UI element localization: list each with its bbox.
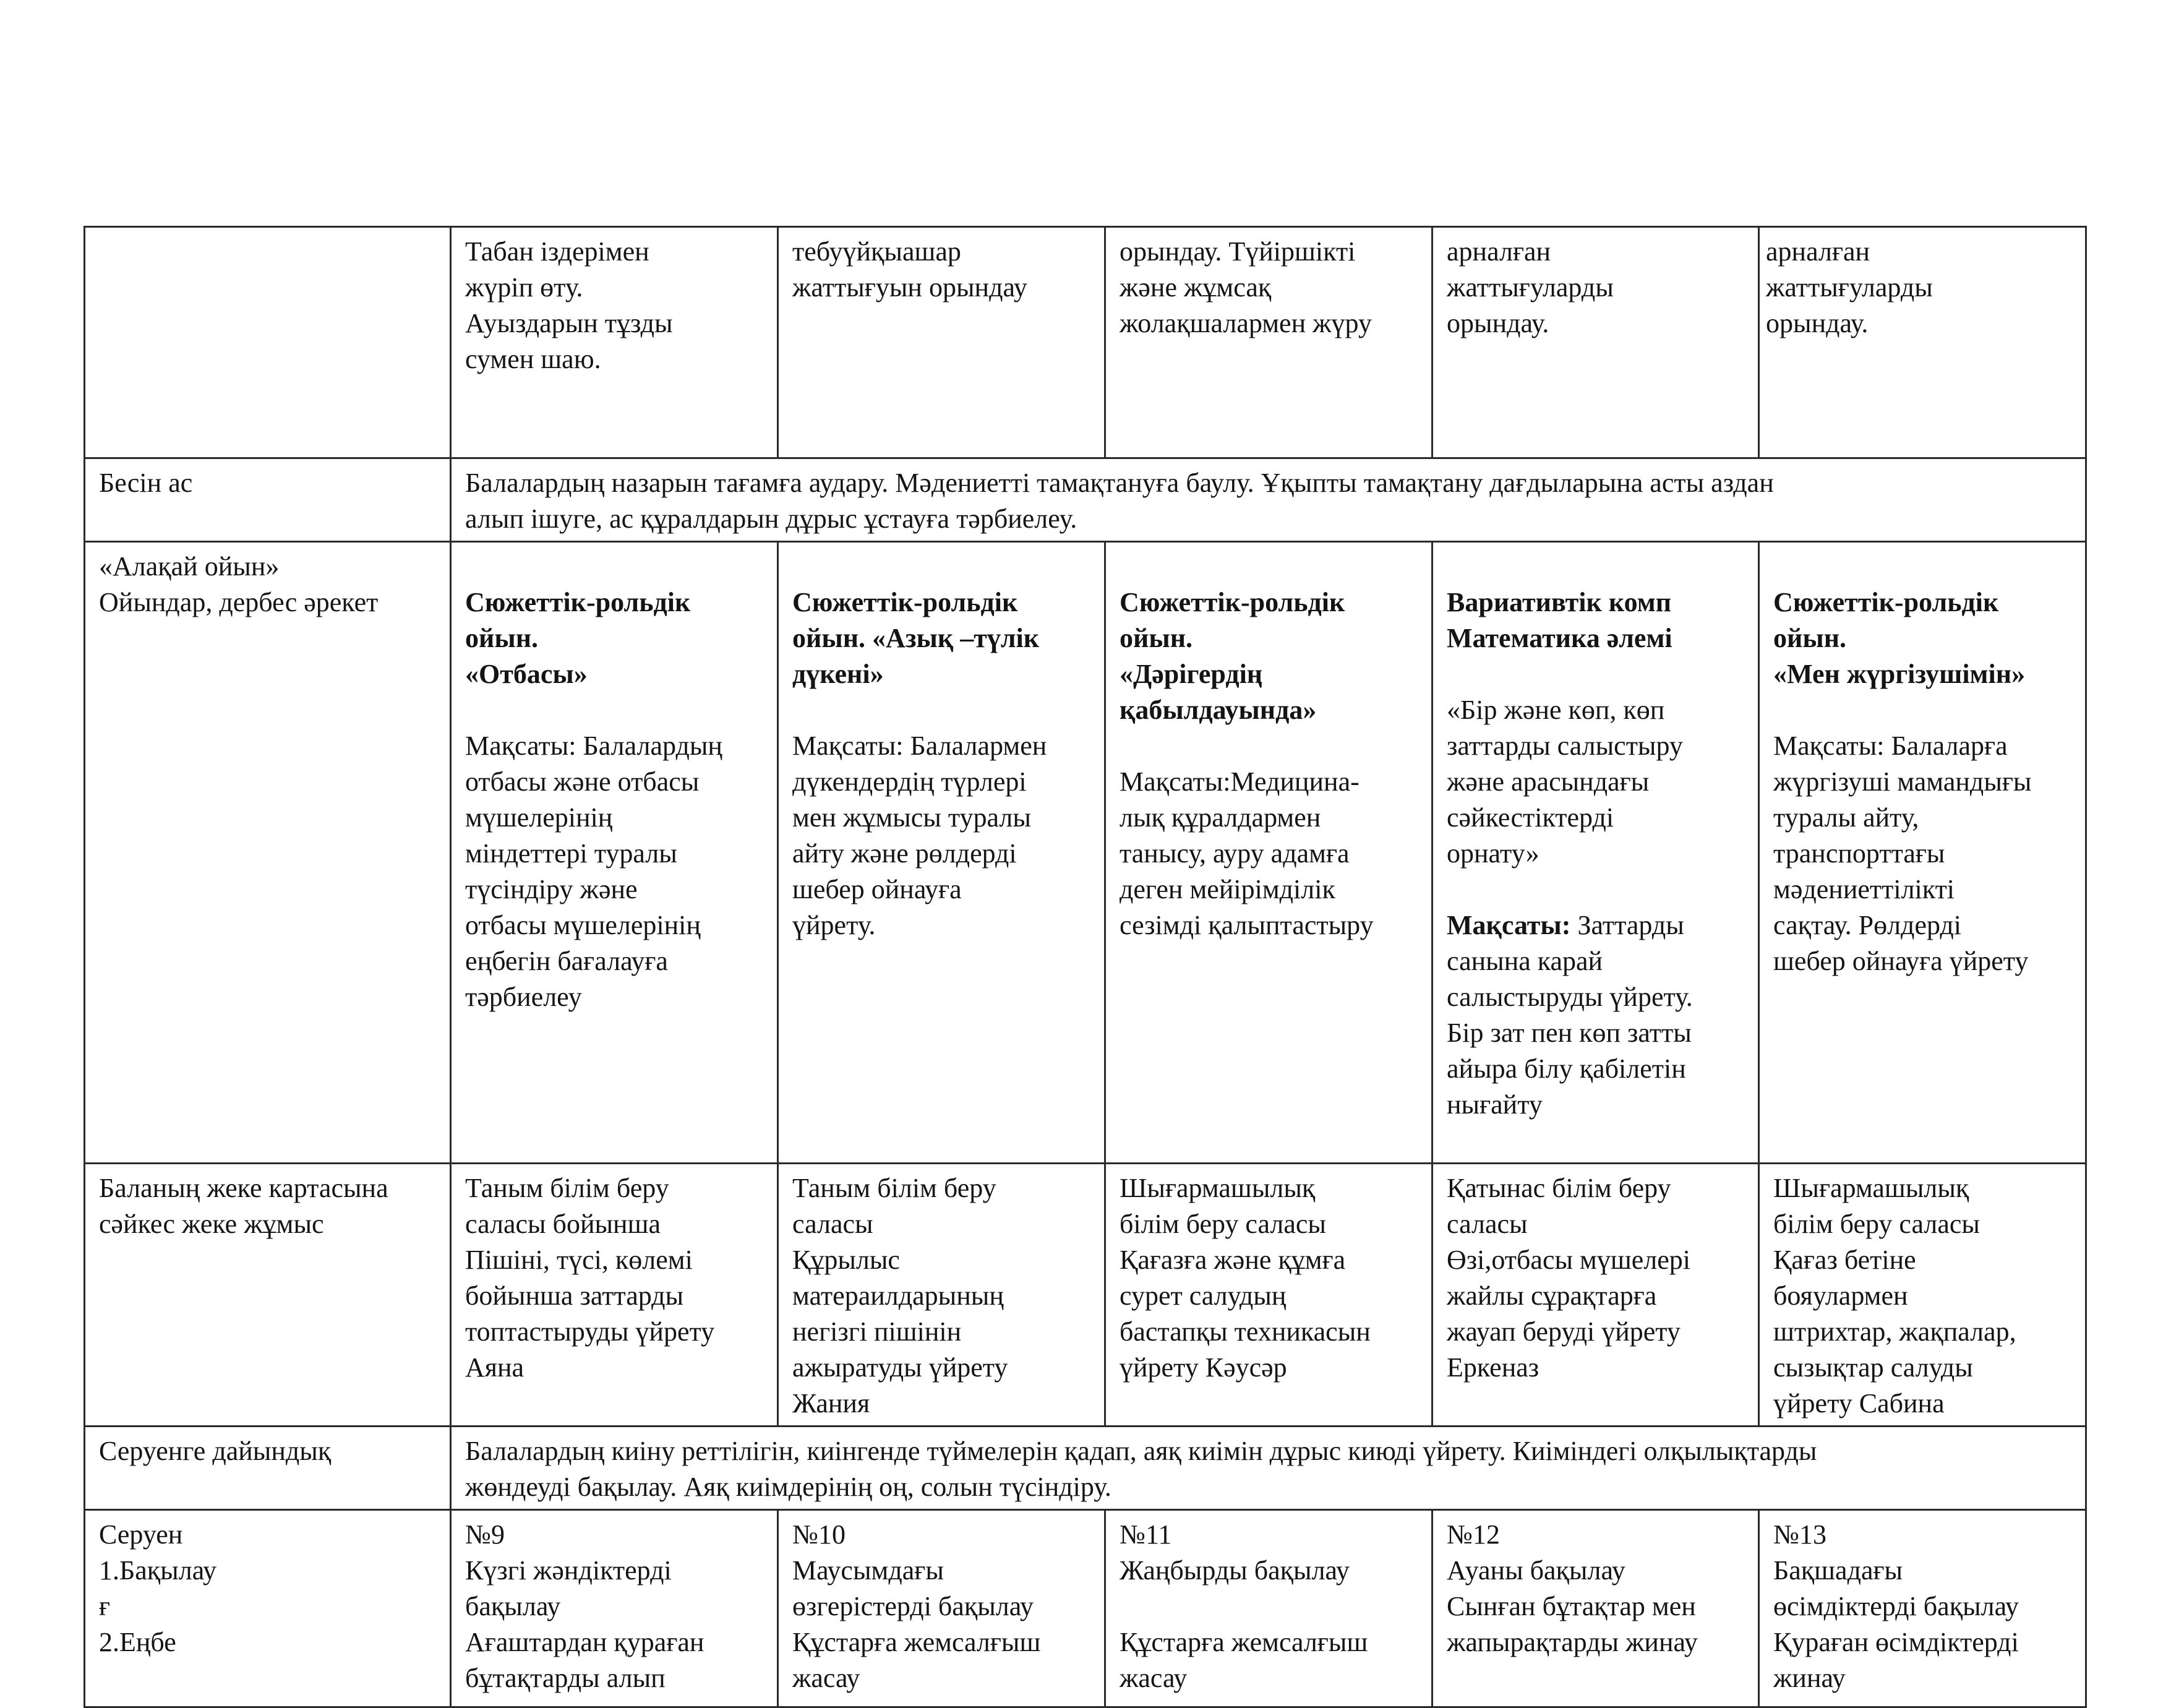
table-row [85,458,2086,542]
table-cell: Таным білім беру саласы Құрылыс матераилдарының негізгі пішінін ажыратуды үйрету Жания [778,1164,1105,1427]
goal-text: Заттарды санына карай салыстыруды үйрету. Бір зат пен көп затты айыра білу қабілетін нығайту [1447,910,1693,1120]
table-cell: №11 Жаңбырды бақылау Құстарға жемсалғыш жасау [1105,1510,1432,1707]
row-label-cell: Серуенге дайындық [85,1427,451,1510]
table-cell: орындау. Түйіршікті және жұмсақ жолақшалармен жүру [1105,227,1432,458]
goal-label: Мақсаты: [1447,910,1571,940]
game-description: Мақсаты: Балалардың отбасы және отбасы мүшелерінің міндеттері туралы түсіндіру және отбасы мүшелерінің еңбегін бағалауға тәрбиелеу [465,731,722,1012]
daily-plan-table [84,226,2087,1708]
game-description: Мақсаты: Балалармен дүкендердің түрлері мен жұмысы туралы айту және рөлдерді шебер ойнауға үйрету. [792,731,1047,940]
table-cell: арналған жаттығуларды орындау. [1432,227,1759,458]
table-cell: №12 Ауаны бақылау Сынған бұтақтар мен жапырақтарды жинау [1432,1510,1759,1707]
table-cell: №13 Бақшадағы өсімдіктерді бақылау Қураған өсімдіктерді жинау [1759,1510,2086,1707]
table-cell [1759,542,2086,1164]
row-label-cell: Бесін ас [85,458,451,542]
table-cell: Табан іздерімен жүріп өту. Ауыздарын тұзды сумен шаю. [451,227,778,458]
table-cell: №9 Күзгі жәндіктерді бақылау Ағаштардан қураған бұтақтарды алып [451,1510,778,1707]
game-title: Сюжеттік-рольдік ойын. «Мен жүргізушімін» [1773,587,2026,689]
table-cell: Шығармашылық білім беру саласы Қағазға және құмға сурет салудың бастапқы техникасын үйрету Кәусәр [1105,1164,1432,1427]
table-cell [1105,542,1432,1164]
row-label-cell: Серуен 1.Бақылау ғ 2.Еңбе [85,1510,451,1707]
table-cell: арналған жаттығуларды орындау. [1759,227,2086,458]
activity-title: Вариативтік комп Математика әлемі [1447,587,1672,653]
table-cell: Қатынас білім беру саласы Өзі,отбасы мүшелері жайлы сұрақтарға жауап беруді үйрету Еркеназ [1432,1164,1759,1427]
table-row [85,1164,2086,1427]
table-row [85,1427,2086,1510]
table-cell [778,542,1105,1164]
row-label-cell: Баланың жеке картасына сәйкес жеке жұмыс [85,1164,451,1427]
table-cell [451,542,778,1164]
table-cell: Таным білім беру саласы бойынша Пішіні, түсі, көлемі бойынша заттарды топтастыруды үйрету Аяна [451,1164,778,1427]
row-label-cell: «Алақай ойын» Ойындар, дербес әрекет [85,542,451,1164]
game-description: Мақсаты: Балаларға жүргізуші мамандығы туралы айту, транспорттағы мәдениеттілікті сақтау. Рөлдерді шебер ойнауға үйрету [1773,731,2032,976]
table-row [85,542,2086,1164]
activity-topic: «Бір және көп, көп заттарды салыстыру және арасындағы сәйкестіктерді орнату» [1447,695,1683,869]
merged-text-cell: Балалардың назарын тағамға аудару. Мәдениетті тамақтануға баулу. Ұқыпты тамақтану дағдыларына асты аздан алып ішуге, ас құралдарын дұрыс ұстауға тәрбиелеу. [451,458,2086,542]
game-description: Мақсаты:Медицина- лық құралдармен танысу, ауру адамға деген мейірімділік сезімді қалыптастыру [1120,766,1374,940]
table-row [85,1510,2086,1707]
table-cell [1432,542,1759,1164]
game-title: Сюжеттік-рольдік ойын. «Дәрігердің қабылдауында» [1120,587,1345,725]
merged-text-cell: Балалардың киіну реттілігін, киінгенде түймелерін қадап, аяқ киімін дұрыс киюді үйрету. Киіміндегі олқылықтарды жөндеуді бақылау. Аяқ киімдерінің оң, солын түсіндіру. [451,1427,2086,1510]
game-title: Сюжеттік-рольдік ойын. «Азық –түлік дүкені» [792,587,1040,689]
table-cell: Шығармашылық білім беру саласы Қағаз бетіне бояулармен штрихтар, жақпалар, сызықтар салуды үйрету Сабина [1759,1164,2086,1427]
activity-goal [1447,908,1744,1123]
table-row [85,227,2086,458]
game-title: Сюжеттік-рольдік ойын. «Отбасы» [465,587,691,689]
table-cell: тебуүйқыашар жаттығуын орындау [778,227,1105,458]
row-label-cell [85,227,451,458]
table-cell: №10 Маусымдағы өзгерістерді бақылау Құстарға жемсалғыш жасау [778,1510,1105,1707]
